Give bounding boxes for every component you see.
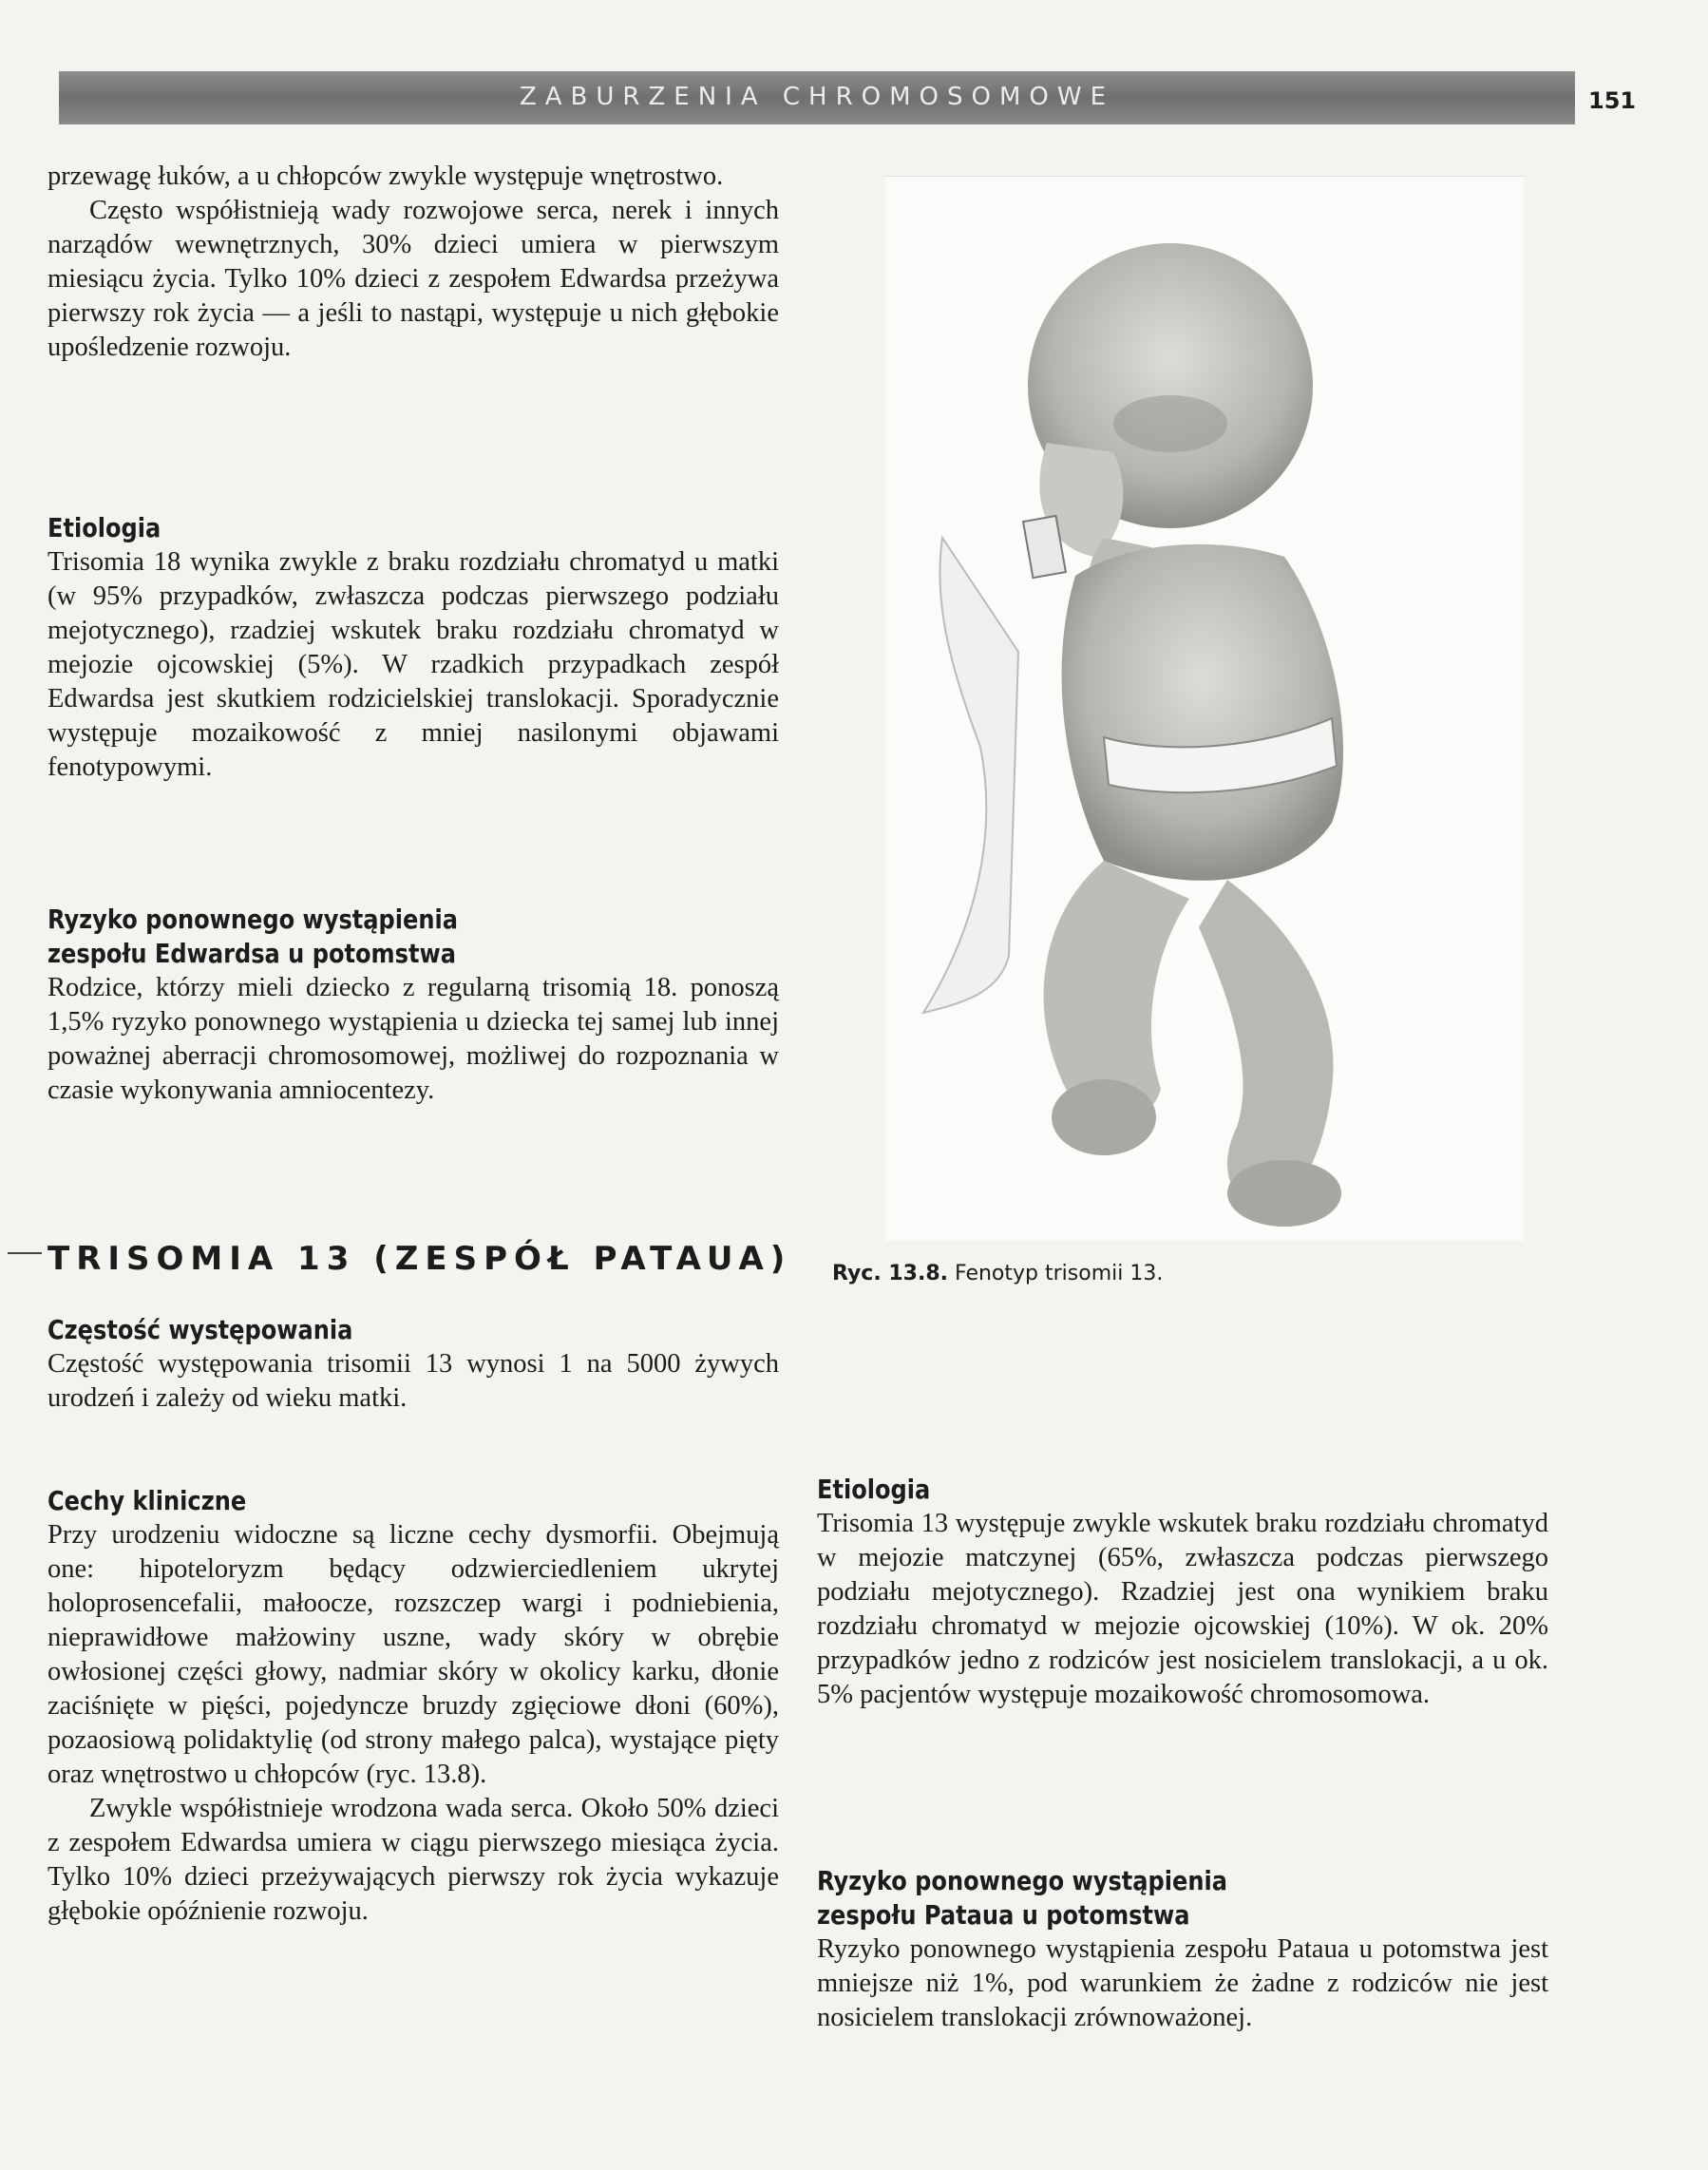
- ryzyko-edwards-heading-line1: Ryzyko ponownego wystąpienia: [47, 904, 459, 935]
- section-title: TRISOMIA 13 (ZESPÓŁ PATAUA): [47, 1240, 792, 1278]
- figure-caption-text: Fenotyp trisomii 13.: [955, 1262, 1164, 1285]
- ryzyko-edwards-heading-line2: zespołu Edwardsa u potomstwa: [47, 938, 456, 969]
- czestosc-heading: Częstość występowania: [47, 1314, 353, 1345]
- etiologia-13-heading: Etiologia: [817, 1474, 931, 1505]
- ryzyko-pataua-heading-line2: zespołu Pataua u potomstwa: [817, 1899, 1190, 1931]
- figure-label: Ryc. 13.8.: [832, 1262, 948, 1285]
- etiologia-18-heading: Etiologia: [47, 512, 161, 543]
- cechy-heading: Cechy kliniczne: [47, 1485, 247, 1516]
- intro-paragraph-1: przewagę łuków, a u chłopców zwykle występuje wnętrostwo.: [47, 162, 724, 191]
- etiologia-18-text: Trisomia 18 wynika zwykle z braku rozdziału chromatyd u matki (w 95% przypadków, zwłaszcza podczas pierwszego podziału mejotycznego), rzadziej wskutek braku rozdziału chromatyd w mejozie ojcowskiej (5%). W rzadkich przypadkach zespół Edwardsa jest skutkiem rodzicielskiej translokacji. Sporadycznie występuje mozaikowość z mniej nasilonymi objawami fenotypowymi.: [47, 547, 779, 782]
- ryzyko-pataua-block: [817, 1864, 1548, 2035]
- margin-mark: [8, 1252, 42, 1254]
- running-header: [59, 71, 1575, 124]
- cechy-paragraph-2: Zwykle współistnieje wrodzona wada serca. Około 50% dzieci z zespołem Edwardsa umiera w ciągu pierwszego miesiąca życia. Tylko 10% dzieci przeżywających pierwszy rok życia wykazuje głębokie opóźnienie rozwoju.: [47, 1794, 779, 1926]
- czestosc-block: [47, 1313, 779, 1416]
- etiologia-13-block: [817, 1473, 1548, 1712]
- figure-caption: [832, 1262, 1163, 1285]
- intro-paragraph-2: Często współistnieją wady rozwojowe serca, nerek i innych narządów wewnętrznych, 30% dzieci umiera w pierwszym miesiącu życia. Tylko 10% dzieci z zespołem Edwardsa przeżywa pierwszy rok życia — a jeśli to nastąpi, występuje u nich głębokie upośledzenie rozwoju.: [47, 196, 779, 362]
- ryzyko-pataua-heading-line1: Ryzyko ponownego wystąpienia: [817, 1865, 1228, 1896]
- ryzyko-edwards-block: [47, 903, 779, 1108]
- page-number: 151: [1588, 87, 1637, 114]
- infant-photo: [885, 176, 1524, 1241]
- section-title-block: [47, 1240, 792, 1278]
- cechy-paragraph-1: Przy urodzeniu widoczne są liczne cechy dysmorfii. Obejmują one: hipoteloryzm będący odzwierciedleniem ukrytej holoprosencefalii, małoocze, rozszczep wargi i podniebienia, nieprawidłowe małżowiny uszne, wady skóry w obrębie owłosionej części głowy, nadmiar skóry w okolicy karku, dłonie zaciśnięte w pięści, pojedyncze bruzdy zgięciowe dłoni (60%), pozaosiową polidaktylię (od strony małego palca), wystające pięty oraz wnętrostwo u chłopców (ryc. 13.8).: [47, 1520, 779, 1789]
- intro-block: [47, 160, 779, 365]
- ryzyko-pataua-text: Ryzyko ponownego wystąpienia zespołu Pataua u potomstwa jest mniejsze niż 1%, pod warunkiem że żadne z rodziców nie jest nosicielem translokacji zrównoważonej.: [817, 1934, 1548, 2032]
- etiologia-18-block: [47, 511, 779, 785]
- running-header-title: ZABURZENIA CHROMOSOMOWE: [519, 83, 1115, 111]
- etiologia-13-text: Trisomia 13 występuje zwykle wskutek braku rozdziału chromatyd w mejozie matczynej (65%, zwłaszcza podczas pierwszego podziału mejotycznego). Rzadziej jest ona wynikiem braku rozdziału chromatyd w mejozie ojcowskiej (10%). W ok. 20% przypadków jedno z rodziców jest nosicielem translokacji, a u ok. 5% pacjentów występuje mozaikowość chromosomowa.: [817, 1509, 1548, 1709]
- ryzyko-edwards-text: Rodzice, którzy mieli dziecko z regularną trisomią 18. ponoszą 1,5% ryzyko ponownego wystąpienia u dziecka tej samej lub innej poważnej aberracji chromosomowej, możliwej do rozpoznania w czasie wykonywania amniocentezy.: [47, 973, 779, 1105]
- infant-photo-illustration: [885, 177, 1524, 1241]
- czestosc-text: Częstość występowania trisomii 13 wynosi 1 na 5000 żywych urodzeń i zależy od wieku matki.: [47, 1349, 779, 1413]
- cechy-block: [47, 1484, 779, 1929]
